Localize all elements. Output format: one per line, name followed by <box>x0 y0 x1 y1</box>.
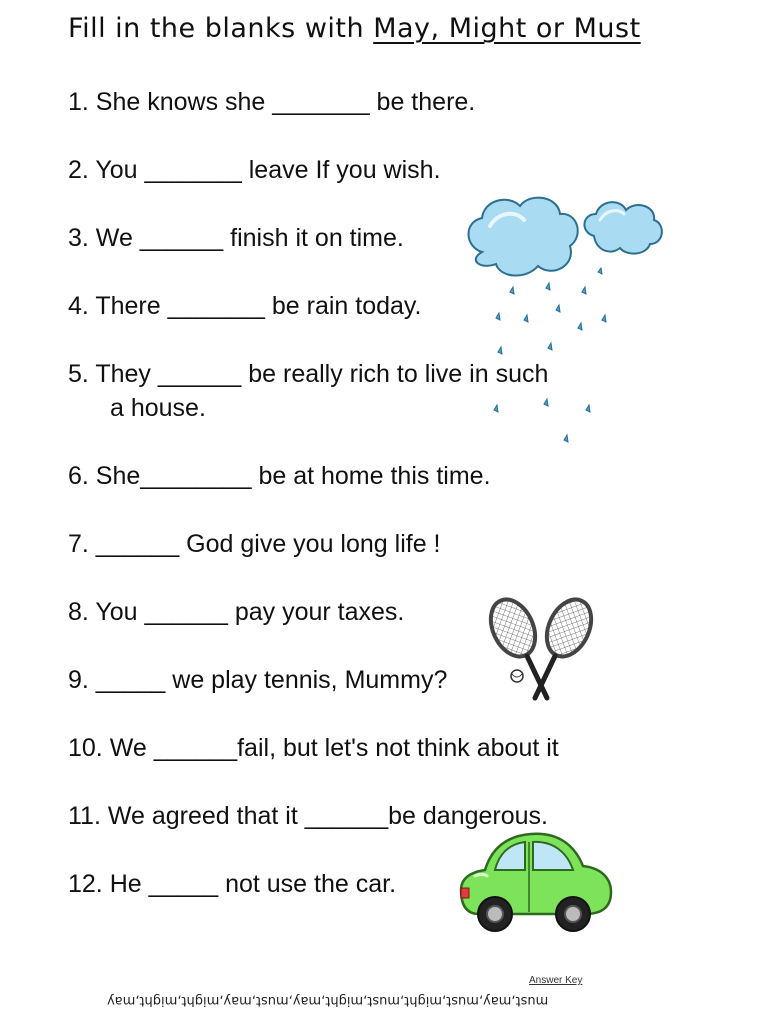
car-wheel-rear-icon <box>556 897 590 931</box>
title-prefix: Fill in the blanks with <box>68 13 374 44</box>
car-wheel-front-icon <box>478 897 512 931</box>
raindrops-icon <box>494 268 606 442</box>
question-4: 4. There _______ be rain today. <box>68 292 422 320</box>
title-underlined: May, Might or Must <box>373 13 641 44</box>
cloud-large-icon <box>468 198 577 276</box>
question-11: 11. We agreed that it ______be dangerous. <box>68 802 548 830</box>
question-1: 1. She knows she _______ be there. <box>68 88 476 116</box>
racket-right-icon <box>535 594 600 698</box>
question-3: 3. We ______ finish it on time. <box>68 224 404 252</box>
question-6: 6. She________ be at home this time. <box>68 462 491 490</box>
question-5-continuation: a house. <box>110 394 206 422</box>
cloud-small-icon <box>584 202 661 253</box>
question-12: 12. He _____ not use the car. <box>68 870 397 898</box>
question-8: 8. You ______ pay your taxes. <box>68 598 405 626</box>
tennis-ball-icon <box>511 670 523 682</box>
rain-clouds-illustration <box>460 192 670 462</box>
question-2: 2. You _______ leave If you wish. <box>68 156 441 184</box>
answer-key-label: Answer Key <box>529 975 583 986</box>
question-10: 10. We ______fail, but let's not think about it <box>68 734 559 762</box>
green-car-illustration <box>455 828 617 940</box>
question-9: 9. _____ we play tennis, Mummy? <box>68 666 448 694</box>
question-7: 7. ______ God give you long life ! <box>68 530 441 558</box>
question-5: 5. They ______ be really rich to live in such <box>68 360 549 388</box>
tennis-rackets-illustration <box>485 594 605 706</box>
answer-key-upside-down: must,may,must,might,must,might,may,must,may,might,might,may <box>107 993 549 1008</box>
worksheet-title <box>68 13 641 44</box>
